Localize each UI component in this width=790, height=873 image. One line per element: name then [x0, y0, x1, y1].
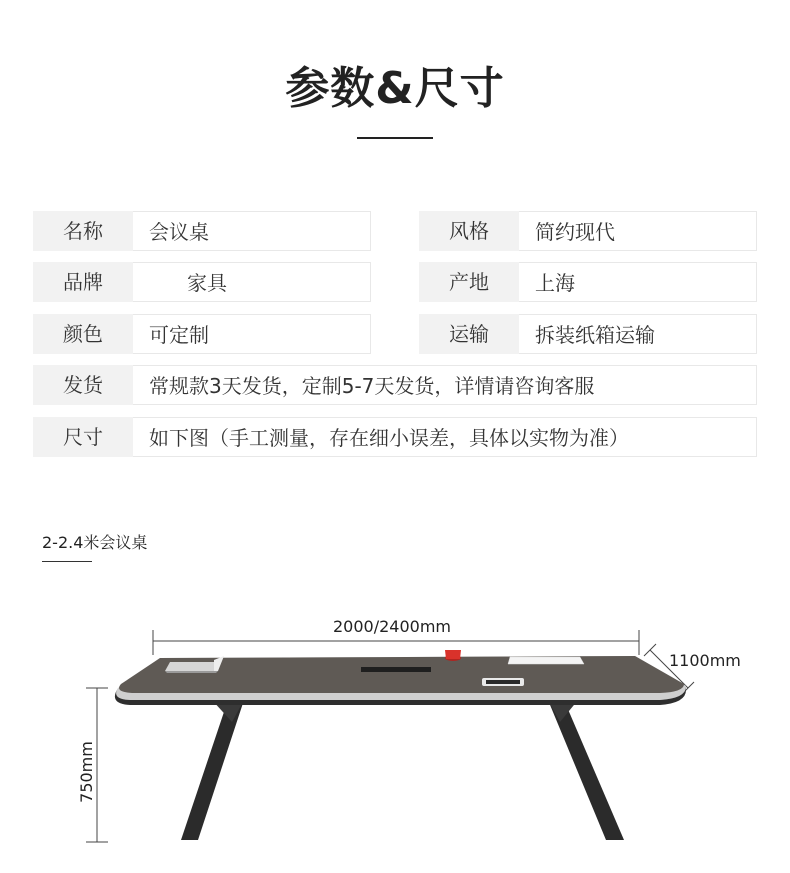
- spec-label-brand: 品牌: [33, 262, 133, 302]
- page-title: 参数&尺寸: [285, 63, 505, 114]
- spec-value-name: 会议桌: [133, 211, 371, 251]
- spec-value-style: 简约现代: [519, 211, 757, 251]
- cable-port: [361, 667, 431, 672]
- spec-label-name: 名称: [33, 211, 133, 251]
- height-label: 750mm: [77, 741, 96, 803]
- height-dimension: [77, 688, 108, 842]
- spec-value-delivery: 常规款3天发货，定制5-7天发货，详情请咨询客服: [133, 365, 757, 405]
- spec-label-origin: 产地: [419, 262, 519, 302]
- title-divider: [357, 137, 433, 139]
- table-legs: [181, 700, 624, 840]
- model-underline: [42, 561, 92, 562]
- model-label: 2-2.4米会议桌: [42, 533, 148, 552]
- table-dimension-diagram: [0, 600, 790, 873]
- spec-value-origin: 上海: [519, 262, 757, 302]
- spec-label-shipping: 运输: [419, 314, 519, 354]
- length-label: 2000/2400mm: [333, 617, 451, 636]
- spec-value-color: 可定制: [133, 314, 371, 354]
- length-dimension: [153, 617, 639, 655]
- spec-value-brand: 家具: [133, 262, 371, 302]
- spec-value-size: 如下图（手工测量，存在细小误差，具体以实物为准）: [133, 417, 757, 457]
- depth-label: 1100mm: [669, 651, 741, 670]
- spec-label-size: 尺寸: [33, 417, 133, 457]
- cup-illustration: [445, 650, 461, 661]
- spec-value-shipping: 拆装纸箱运输: [519, 314, 757, 354]
- tablet-illustration: [482, 678, 524, 686]
- spec-label-delivery: 发货: [33, 365, 133, 405]
- notebook-illustration: [508, 657, 584, 664]
- spec-label-color: 颜色: [33, 314, 133, 354]
- spec-label-style: 风格: [419, 211, 519, 251]
